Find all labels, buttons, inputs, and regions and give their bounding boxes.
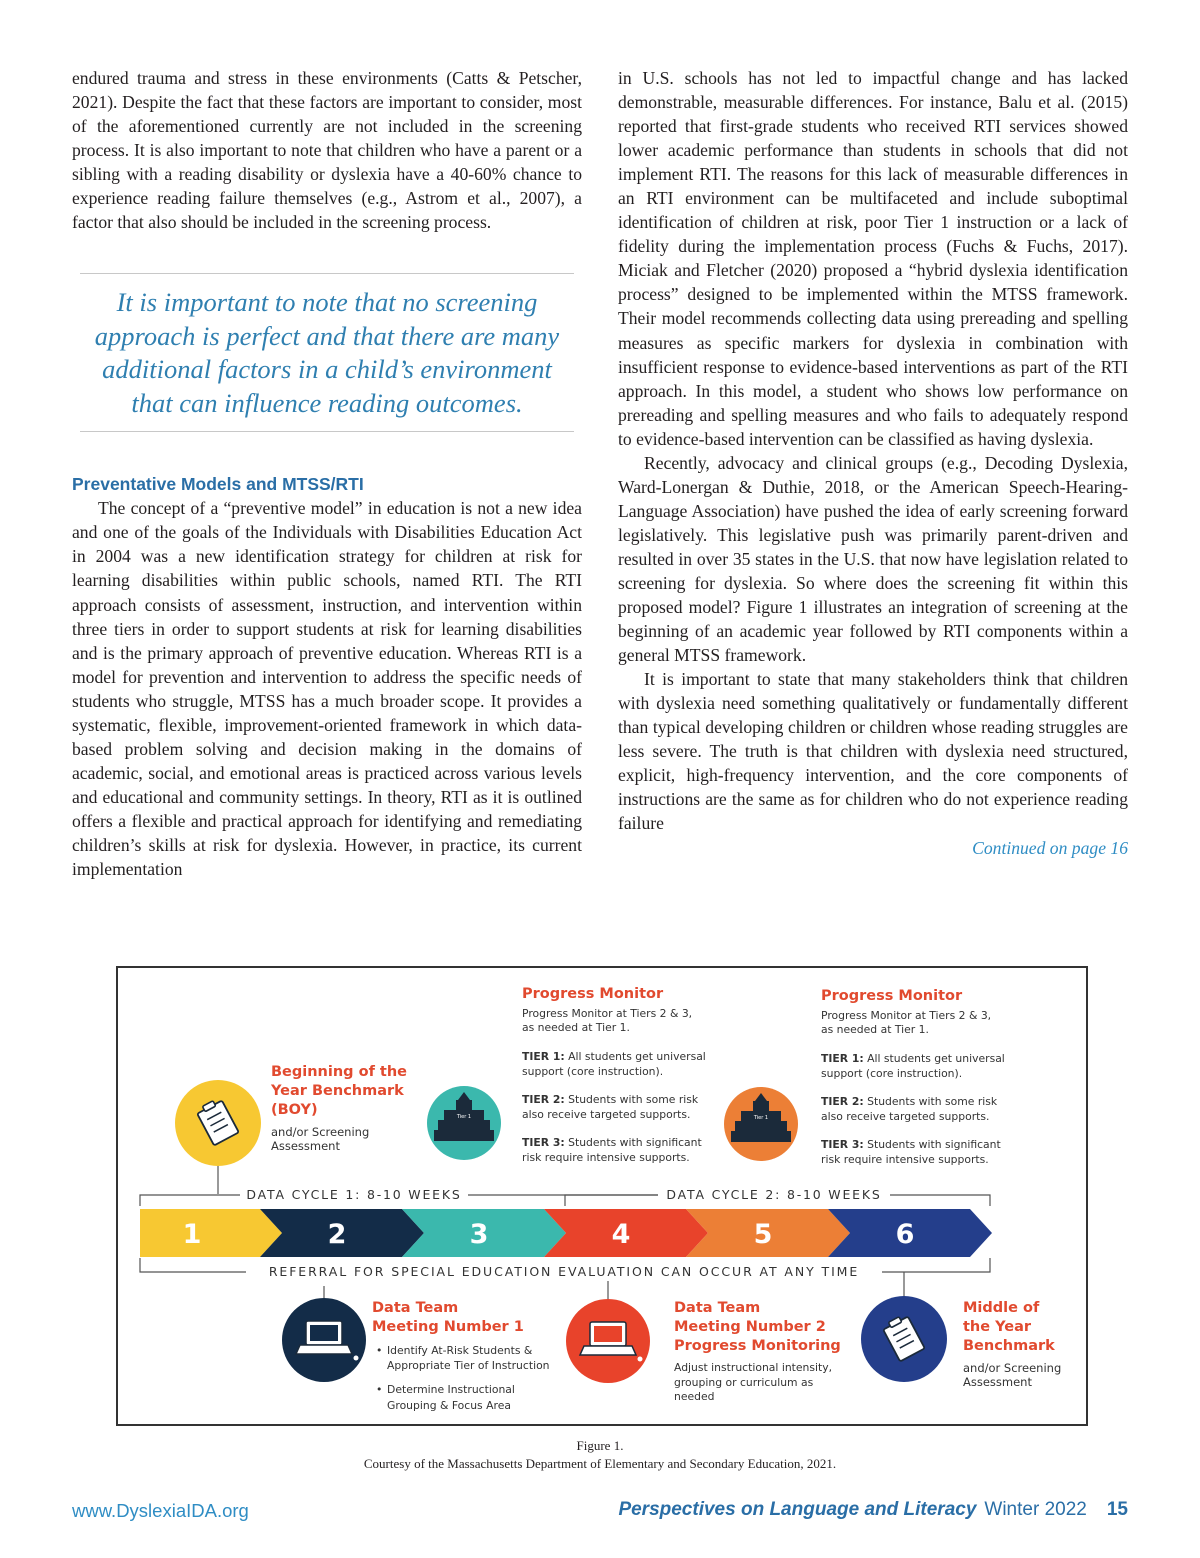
right-paragraph-3: It is important to state that many stakeholders think that children with dyslexia need something qualitatively or fundamentally different than typical developing children or children whose reading struggles are less severe. The truth is that children with dyslexia need structured, explicit, high-frequency intervention, and the core components of instructions are the same as for children who do not experience reading failure xyxy=(618,669,1128,834)
pm1-tier1: TIER 1: All students get universal support (core instruction). xyxy=(522,1050,706,1078)
timeline-step-number: 3 xyxy=(469,1219,489,1250)
moy-title: Middle of the Year Benchmark xyxy=(963,1300,1055,1354)
timeline-step-number: 5 xyxy=(753,1219,773,1250)
left-paragraph-1: endured trauma and stress in these environments (Catts & Petscher, 2021). Despite the fact that these factors are important to consider, most of the aforementioned currently are not included in the screening process. It is also important to note that children who have a parent or a sibling with a reading disability or dyslexia have a 40-60% chance to experience reading failure themselves (e.g., Astrom et al., 2007), a factor that also should be included in the screening process. xyxy=(72,68,582,233)
pm1-tier2: TIER 2: Students with some risk also receive targeted supports. xyxy=(522,1093,699,1121)
figure-caption-label: Figure 1. xyxy=(576,1438,624,1453)
left-column xyxy=(72,66,582,881)
boy-title: Beginning of the Year Benchmark (BOY) xyxy=(271,1064,408,1118)
pm1-intro: Progress Monitor at Tiers 2 & 3, as needed at Tier 1. xyxy=(522,1007,693,1034)
referral-label: REFERRAL FOR SPECIAL EDUCATION EVALUATION CAN OCCUR AT ANY TIME xyxy=(268,1264,860,1279)
dt1-bullet-2: • Determine Instructional Grouping & Focus Area xyxy=(376,1383,515,1412)
right-paragraph-2: Recently, advocacy and clinical groups (e.g., Decoding Dyslexia, Ward-Lonergan & Duthie, 2018, or the American Speech-Hearing-Language Association) have pushed the idea of early screening forward legislatively. This legislative push was primarily parent-driven and resulted in over 35 states in the U.S. that now have legislation related to screening for dyslexia. So where does the screening fit within this proposed model? Figure 1 illustrates an integration of screening at the beginning of an academic year followed by RTI components within a general MTSS framework. xyxy=(618,452,1128,666)
right-column xyxy=(618,66,1128,860)
boy-circle xyxy=(175,1080,261,1166)
page-number: 15 xyxy=(1106,1499,1128,1520)
moy-circle xyxy=(861,1296,947,1382)
continued-link[interactable]: Continued on page 16 xyxy=(972,837,1128,858)
dt2-subtitle: Adjust instructional intensity, grouping or curriculum as needed xyxy=(674,1361,833,1403)
dt1-title: Data Team Meeting Number 1 xyxy=(372,1300,524,1335)
timeline-step-number: 4 xyxy=(611,1219,631,1250)
pm1-tier-badge: Tier 1 xyxy=(456,1114,472,1120)
cycle-1-label: DATA CYCLE 1: 8-10 WEEKS xyxy=(246,1187,462,1202)
timeline-steps xyxy=(140,1209,992,1257)
timeline-step-number: 2 xyxy=(327,1219,347,1250)
pm2-circle xyxy=(724,1087,798,1161)
footer-publication xyxy=(618,1499,1128,1521)
timeline-step-number: 1 xyxy=(182,1219,202,1250)
mtss-timeline-figure xyxy=(118,968,1082,1420)
right-paragraph-1: in U.S. schools has not led to impactful change and has lacked demonstrable, measurable differences. For instance, Balu et al. (2015) reported that first-grade students who received RTI services showed lower academic performance than students in schools that did not implement RTI. The reasons for this lack of measurable differences in an RTI environment can be multifaceted and include suboptimal identification of children at risk, poor Tier 1 instruction or a lack of fidelity during the implementation process (Fuchs & Fuchs, 2017). Miciak and Fletcher (2020) proposed a “hybrid dyslexia identification process” designed to be implemented within the MTSS framework. Their model recommends collecting data using prereading and spelling measures as specific markers for dyslexia in combination with insufficient response to evidence-based interventions as part of the RTI approach. In this model, a student who shows low performance on prereading and spelling measures and who fails to adequately respond to evidence-based intervention can be classified as having dyslexia. xyxy=(618,68,1128,449)
pm2-tier1: TIER 1: All students get universal support (core instruction). xyxy=(821,1052,1005,1080)
pm2-intro: Progress Monitor at Tiers 2 & 3, as needed at Tier 1. xyxy=(821,1009,992,1036)
footer-magazine: Perspectives on Language and Literacy xyxy=(618,1499,977,1520)
dt2-circle xyxy=(566,1299,650,1383)
pm1-title: Progress Monitor xyxy=(522,986,664,1002)
boy-subtitle: and/or Screening Assessment xyxy=(271,1125,370,1153)
pm2-tier-badge: Tier 1 xyxy=(753,1115,769,1121)
cycle-2-label: DATA CYCLE 2: 8-10 WEEKS xyxy=(666,1187,882,1202)
pm1-tier3: TIER 3: Students with significant risk require intensive supports. xyxy=(522,1136,702,1164)
pm2-tier3: TIER 3: Students with significant risk require intensive supports. xyxy=(821,1138,1001,1166)
timeline-step-1 xyxy=(140,1209,282,1257)
moy-subtitle: and/or Screening Assessment xyxy=(963,1361,1062,1389)
footer-url[interactable]: www.DyslexiaIDA.org xyxy=(72,1500,249,1521)
dt1-circle xyxy=(282,1298,366,1382)
pm2-title: Progress Monitor xyxy=(821,988,963,1004)
timeline-step-number: 6 xyxy=(895,1219,915,1250)
figure-caption-credit: Courtesy of the Massachusetts Department of Elementary and Secondary Education, 2021. xyxy=(363,1456,837,1471)
dt1-bullet-1: • Identify At-Risk Students & Appropriate Tier of Instruction xyxy=(376,1344,550,1372)
dt2-title: Data Team Meeting Number 2 Progress Monitoring xyxy=(674,1300,841,1354)
pm1-circle xyxy=(427,1086,501,1160)
left-paragraph-2: The concept of a “preventive model” in education is not a new idea and one of the goals of the Individuals with Disabilities Education Act in 2004 was a new identification strategy for children at risk for learning disabilities within public schools, named RTI. The RTI approach consists of assessment, instruction, and intervention within three tiers in order to support students at risk for learning disabilities and is the primary approach of preventive education. Whereas RTI is a model for prevention and intervention to address the specific needs of students who struggle, MTSS has a much broader scope. It provides a systematic, flexible, improvement-oriented framework in which data-based problem solving and decision making in the domains of academic, social, and emotional areas is practiced across various levels and educational and community settings. In theory, RTI as it is outlined offers a flexible and practical approach for identifying and remediating children’s skills at risk for dyslexia. However, in practice, its current implementation xyxy=(72,498,582,880)
pm2-tier2: TIER 2: Students with some risk also receive targeted supports. xyxy=(821,1095,998,1123)
pull-quote: It is important to note that no screening approach is perfect and that there are many additional factors in a child’s environment that can influence reading outcomes. xyxy=(80,273,574,432)
section-heading: Preventative Models and MTSS/RTI xyxy=(72,474,364,495)
footer-issue: Winter 2022 xyxy=(984,1499,1087,1520)
